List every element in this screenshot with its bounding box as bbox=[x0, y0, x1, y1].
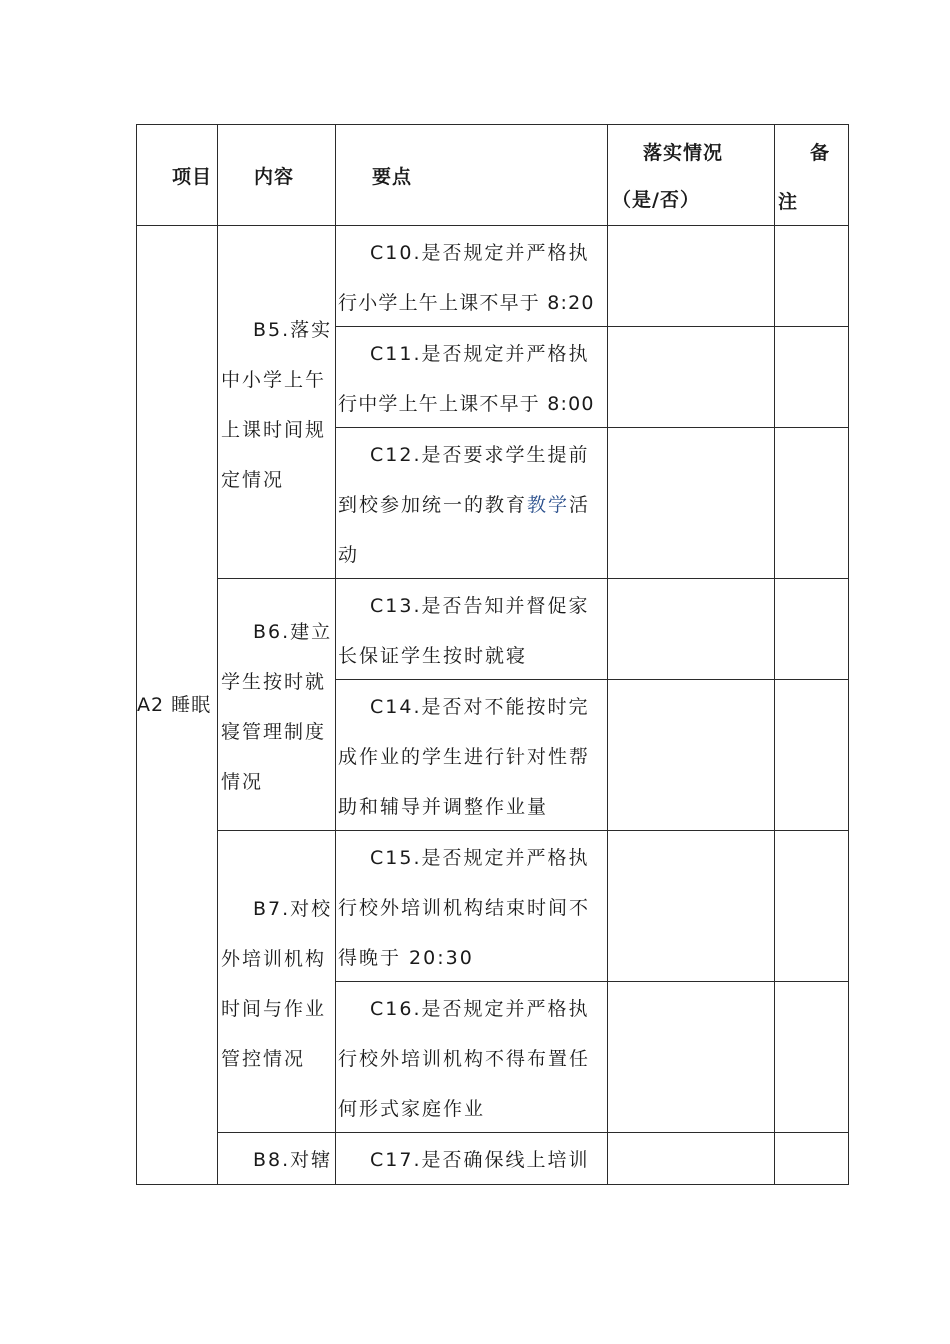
header-remark-2: 注 bbox=[778, 191, 799, 213]
col-divider-4 bbox=[774, 124, 775, 1185]
item-text: 活 bbox=[569, 494, 591, 516]
group-divider bbox=[217, 1132, 849, 1133]
item-line bbox=[338, 480, 590, 531]
group-line: 定情况 bbox=[221, 469, 285, 491]
col-divider-1 bbox=[217, 124, 218, 1185]
item-text: 到校参加统一的教育 bbox=[338, 494, 528, 516]
item-line: 动 bbox=[338, 544, 360, 566]
item-text-highlight: 教学 bbox=[527, 494, 570, 516]
item-line: 得晚于 20:30 bbox=[338, 947, 474, 969]
item-line: 行中学上午上课不早于 8:00 bbox=[338, 393, 595, 415]
item-line: 行校外培训机构不得布置任 bbox=[338, 1048, 591, 1070]
header-divider bbox=[136, 225, 849, 226]
group-line: 学生按时就 bbox=[221, 671, 327, 693]
col-divider-2 bbox=[335, 124, 336, 1185]
group-line: 寝管理制度 bbox=[221, 721, 327, 743]
item-line: C14.是否对不能按时完 bbox=[370, 696, 590, 718]
header-content: 内容 bbox=[254, 166, 295, 188]
item-line: C11.是否规定并严格执 bbox=[370, 343, 590, 365]
item-line: 何形式家庭作业 bbox=[338, 1098, 486, 1120]
item-line: C16.是否规定并严格执 bbox=[370, 998, 590, 1020]
group-line: B6.建立 bbox=[253, 621, 333, 643]
group-line: 外培训机构 bbox=[221, 948, 327, 970]
group-line: 上课时间规 bbox=[221, 419, 327, 441]
item-line: 助和辅导并调整作业量 bbox=[338, 796, 549, 818]
header-points: 要点 bbox=[372, 166, 413, 188]
item-line: 长保证学生按时就寝 bbox=[338, 645, 528, 667]
item-line: C10.是否规定并严格执 bbox=[370, 242, 590, 264]
group-line: 时间与作业 bbox=[221, 998, 327, 1020]
group-divider bbox=[217, 578, 849, 579]
item-line: 行小学上午上课不早于 8:20 bbox=[338, 292, 595, 314]
item-line: C15.是否规定并严格执 bbox=[370, 847, 590, 869]
item-line: C13.是否告知并督促家 bbox=[370, 595, 590, 617]
item-c17: C17.是否确保线上培训 bbox=[370, 1149, 590, 1171]
col-divider-3 bbox=[607, 124, 608, 1185]
category-cell: A2 睡眠 bbox=[137, 694, 212, 716]
item-line: C12.是否要求学生提前 bbox=[370, 444, 590, 466]
header-remark: 备 bbox=[810, 142, 831, 164]
group-b8-cell: B8.对辖 bbox=[253, 1149, 333, 1171]
group-line: 管控情况 bbox=[221, 1048, 306, 1070]
item-line: 行校外培训机构结束时间不 bbox=[338, 897, 591, 919]
header-status-note: （是/否） bbox=[612, 189, 700, 211]
header-status: 落实情况 bbox=[643, 142, 724, 164]
item-line: 成作业的学生进行针对性帮 bbox=[338, 746, 591, 768]
group-line: B7.对校 bbox=[253, 898, 333, 920]
group-line: 中小学上午 bbox=[221, 369, 327, 391]
group-line: 情况 bbox=[221, 771, 264, 793]
header-item: 项目 bbox=[172, 166, 213, 188]
group-line: B5.落实 bbox=[253, 319, 333, 341]
